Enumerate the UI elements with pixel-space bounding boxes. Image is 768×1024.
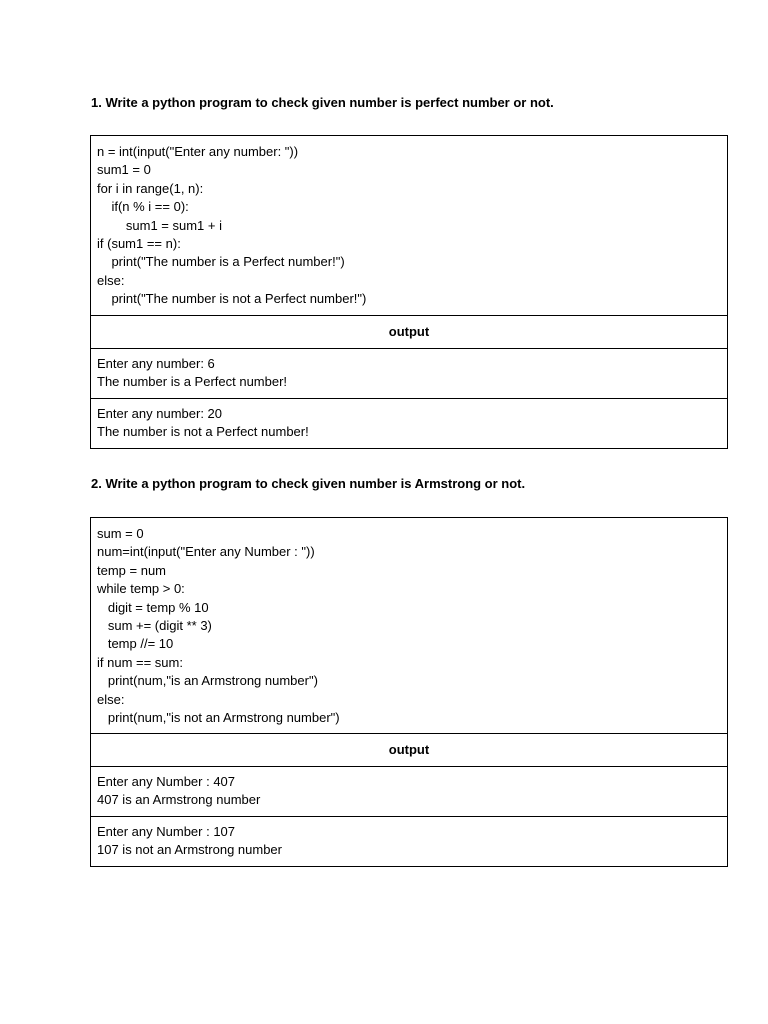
question-2-output-header: output bbox=[91, 734, 727, 767]
code-line: num=int(input("Enter any Number : ")) bbox=[97, 544, 315, 560]
code-line: if(n % i == 0): bbox=[97, 199, 189, 215]
code-line: else: bbox=[97, 691, 125, 707]
code-line: sum1 = 0 bbox=[97, 162, 151, 178]
code-line: temp //= 10 bbox=[97, 636, 174, 652]
output-line: Enter any Number : 407 bbox=[97, 774, 236, 790]
output-line: 107 is not an Armstrong number bbox=[97, 842, 282, 858]
question-2-table bbox=[90, 517, 728, 867]
code-line: n = int(input("Enter any number: ")) bbox=[97, 144, 299, 159]
question-1-title: 1. Write a python program to check given number is perfect number or not. bbox=[91, 95, 554, 110]
question-1-output-cell-1 bbox=[91, 349, 727, 399]
output-line: Enter any Number : 107 bbox=[97, 824, 236, 840]
code-line: print("The number is not a Perfect number!") bbox=[97, 291, 367, 307]
question-2-output-cell-1 bbox=[91, 767, 727, 817]
question-1-output-cell-2 bbox=[91, 399, 727, 448]
question-2-code-cell bbox=[91, 518, 727, 734]
output-line: The number is not a Perfect number! bbox=[97, 423, 309, 439]
question-1-table bbox=[90, 135, 728, 449]
output-line: The number is a Perfect number! bbox=[97, 373, 288, 389]
code-line: temp = num bbox=[97, 562, 167, 578]
code-line: else: bbox=[97, 272, 125, 288]
question-1-code-cell bbox=[91, 136, 727, 316]
code-line: print("The number is a Perfect number!") bbox=[97, 254, 345, 270]
code-line: digit = temp % 10 bbox=[97, 599, 209, 615]
question-1-output-header: output bbox=[91, 316, 727, 349]
code-line: sum1 = sum1 + i bbox=[97, 217, 222, 233]
output-line: Enter any number: 20 bbox=[97, 405, 223, 421]
code-line: while temp > 0: bbox=[97, 581, 185, 597]
question-2-title: 2. Write a python program to check given number is Armstrong or not. bbox=[91, 476, 526, 491]
code-line: sum = 0 bbox=[97, 526, 144, 541]
code-line: print(num,"is an Armstrong number") bbox=[97, 673, 318, 689]
code-line: sum += (digit ** 3) bbox=[97, 617, 212, 633]
code-line: if (sum1 == n): bbox=[97, 235, 181, 251]
question-2-output-cell-2 bbox=[91, 817, 727, 866]
code-line: print(num,"is not an Armstrong number") bbox=[97, 709, 340, 725]
output-line: 407 is an Armstrong number bbox=[97, 792, 261, 808]
output-line: Enter any number: 6 bbox=[97, 355, 215, 371]
code-line: for i in range(1, n): bbox=[97, 180, 204, 196]
code-line: if num == sum: bbox=[97, 654, 183, 670]
